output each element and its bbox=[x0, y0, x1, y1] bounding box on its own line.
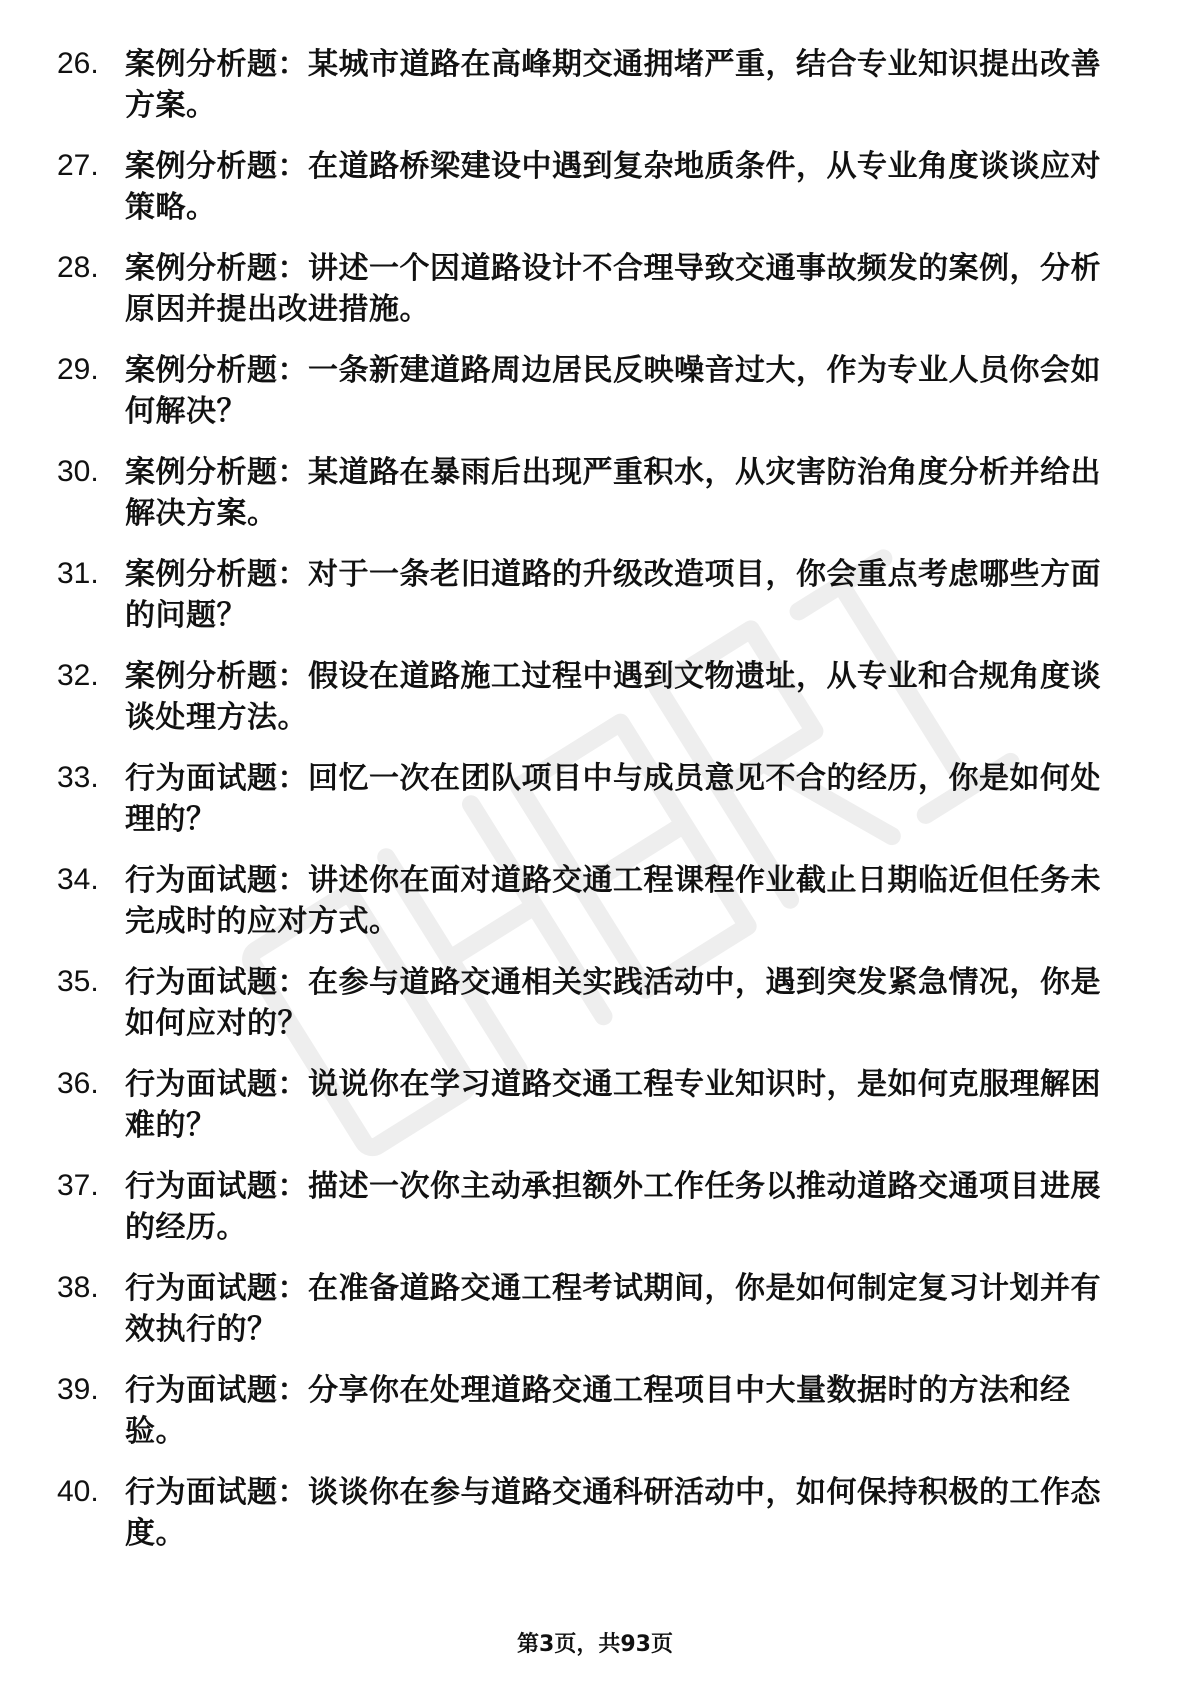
question-category: 行为面试题： bbox=[125, 1373, 308, 1408]
question-text-block bbox=[125, 248, 1125, 330]
question-text-block bbox=[125, 656, 1125, 738]
question-item-28 bbox=[0, 248, 1190, 330]
question-text-block bbox=[125, 44, 1125, 126]
question-text-block bbox=[125, 554, 1125, 636]
question-item-30 bbox=[0, 452, 1190, 534]
question-category: 行为面试题： bbox=[125, 1169, 308, 1204]
question-category: 案例分析题： bbox=[125, 353, 308, 388]
question-number: 32. bbox=[57, 659, 99, 692]
question-number: 27. bbox=[57, 149, 99, 182]
question-text: 在道路桥梁建设中遇到复杂地质条件，从专业角度谈谈应对策略。 bbox=[125, 149, 1101, 225]
question-category: 案例分析题： bbox=[125, 149, 308, 184]
question-text-block bbox=[125, 962, 1125, 1044]
question-number: 36. bbox=[57, 1067, 99, 1100]
question-text: 谈谈你在参与道路交通科研活动中，如何保持积极的工作态度。 bbox=[125, 1475, 1101, 1551]
question-text: 某城市道路在高峰期交通拥堵严重，结合专业知识提出改善方案。 bbox=[125, 47, 1101, 123]
question-number: 31. bbox=[57, 557, 99, 590]
question-text-block bbox=[125, 860, 1125, 942]
question-text: 分享你在处理道路交通工程项目中大量数据时的方法和经验。 bbox=[125, 1373, 1071, 1449]
question-number: 38. bbox=[57, 1271, 99, 1304]
question-item-27 bbox=[0, 146, 1190, 228]
question-number: 28. bbox=[57, 251, 99, 284]
question-item-32 bbox=[0, 656, 1190, 738]
question-category: 行为面试题： bbox=[125, 1475, 308, 1510]
question-number: 34. bbox=[57, 863, 99, 896]
question-text-block bbox=[125, 758, 1125, 840]
question-category: 案例分析题： bbox=[125, 659, 308, 694]
question-item-39 bbox=[0, 1370, 1190, 1452]
question-text-block bbox=[125, 1268, 1125, 1350]
question-item-38 bbox=[0, 1268, 1190, 1350]
question-text: 一条新建道路周边居民反映噪音过大，作为专业人员你会如何解决？ bbox=[125, 353, 1101, 429]
question-item-26 bbox=[0, 44, 1190, 126]
question-text: 在参与道路交通相关实践活动中，遇到突发紧急情况，你是如何应对的？ bbox=[125, 965, 1101, 1041]
question-number: 40. bbox=[57, 1475, 99, 1508]
question-category: 案例分析题： bbox=[125, 557, 308, 592]
question-number: 37. bbox=[57, 1169, 99, 1202]
question-text-block bbox=[125, 452, 1125, 534]
question-number: 30. bbox=[57, 455, 99, 488]
question-item-29 bbox=[0, 350, 1190, 432]
question-text-block bbox=[125, 1064, 1125, 1146]
question-text: 说说你在学习道路交通工程专业知识时，是如何克服理解困难的？ bbox=[125, 1067, 1101, 1143]
question-category: 行为面试题： bbox=[125, 1067, 308, 1102]
question-text-block bbox=[125, 350, 1125, 432]
question-item-34 bbox=[0, 860, 1190, 942]
question-text: 对于一条老旧道路的升级改造项目，你会重点考虑哪些方面的问题？ bbox=[125, 557, 1101, 633]
question-number: 35. bbox=[57, 965, 99, 998]
question-text: 讲述一个因道路设计不合理导致交通事故频发的案例，分析原因并提出改进措施。 bbox=[125, 251, 1101, 327]
question-text: 讲述你在面对道路交通工程课程作业截止日期临近但任务未完成时的应对方式。 bbox=[125, 863, 1101, 939]
question-item-37 bbox=[0, 1166, 1190, 1248]
question-item-36 bbox=[0, 1064, 1190, 1146]
question-item-40 bbox=[0, 1472, 1190, 1554]
question-text: 假设在道路施工过程中遇到文物遗址，从专业和合规角度谈谈处理方法。 bbox=[125, 659, 1101, 735]
question-text: 描述一次你主动承担额外工作任务以推动道路交通项目进展的经历。 bbox=[125, 1169, 1101, 1245]
question-category: 行为面试题： bbox=[125, 761, 308, 796]
question-text: 某道路在暴雨后出现严重积水，从灾害防治角度分析并给出解决方案。 bbox=[125, 455, 1101, 531]
question-category: 行为面试题： bbox=[125, 965, 308, 1000]
question-text-block bbox=[125, 1472, 1125, 1554]
question-list bbox=[0, 44, 1190, 1574]
question-category: 案例分析题： bbox=[125, 251, 308, 286]
question-text: 回忆一次在团队项目中与成员意见不合的经历，你是如何处理的？ bbox=[125, 761, 1101, 837]
question-item-33 bbox=[0, 758, 1190, 840]
question-category: 行为面试题： bbox=[125, 1271, 308, 1306]
question-number: 26. bbox=[57, 47, 99, 80]
page-footer: 第3页，共93页 bbox=[517, 1632, 673, 1657]
question-text-block bbox=[125, 1370, 1125, 1452]
question-item-35 bbox=[0, 962, 1190, 1044]
question-text-block bbox=[125, 146, 1125, 228]
question-number: 29. bbox=[57, 353, 99, 386]
question-category: 案例分析题： bbox=[125, 47, 308, 82]
question-text: 在准备道路交通工程考试期间，你是如何制定复习计划并有效执行的？ bbox=[125, 1271, 1101, 1347]
question-number: 33. bbox=[57, 761, 99, 794]
question-text-block bbox=[125, 1166, 1125, 1248]
question-number: 39. bbox=[57, 1373, 99, 1406]
question-item-31 bbox=[0, 554, 1190, 636]
question-category: 行为面试题： bbox=[125, 863, 308, 898]
question-category: 案例分析题： bbox=[125, 455, 308, 490]
